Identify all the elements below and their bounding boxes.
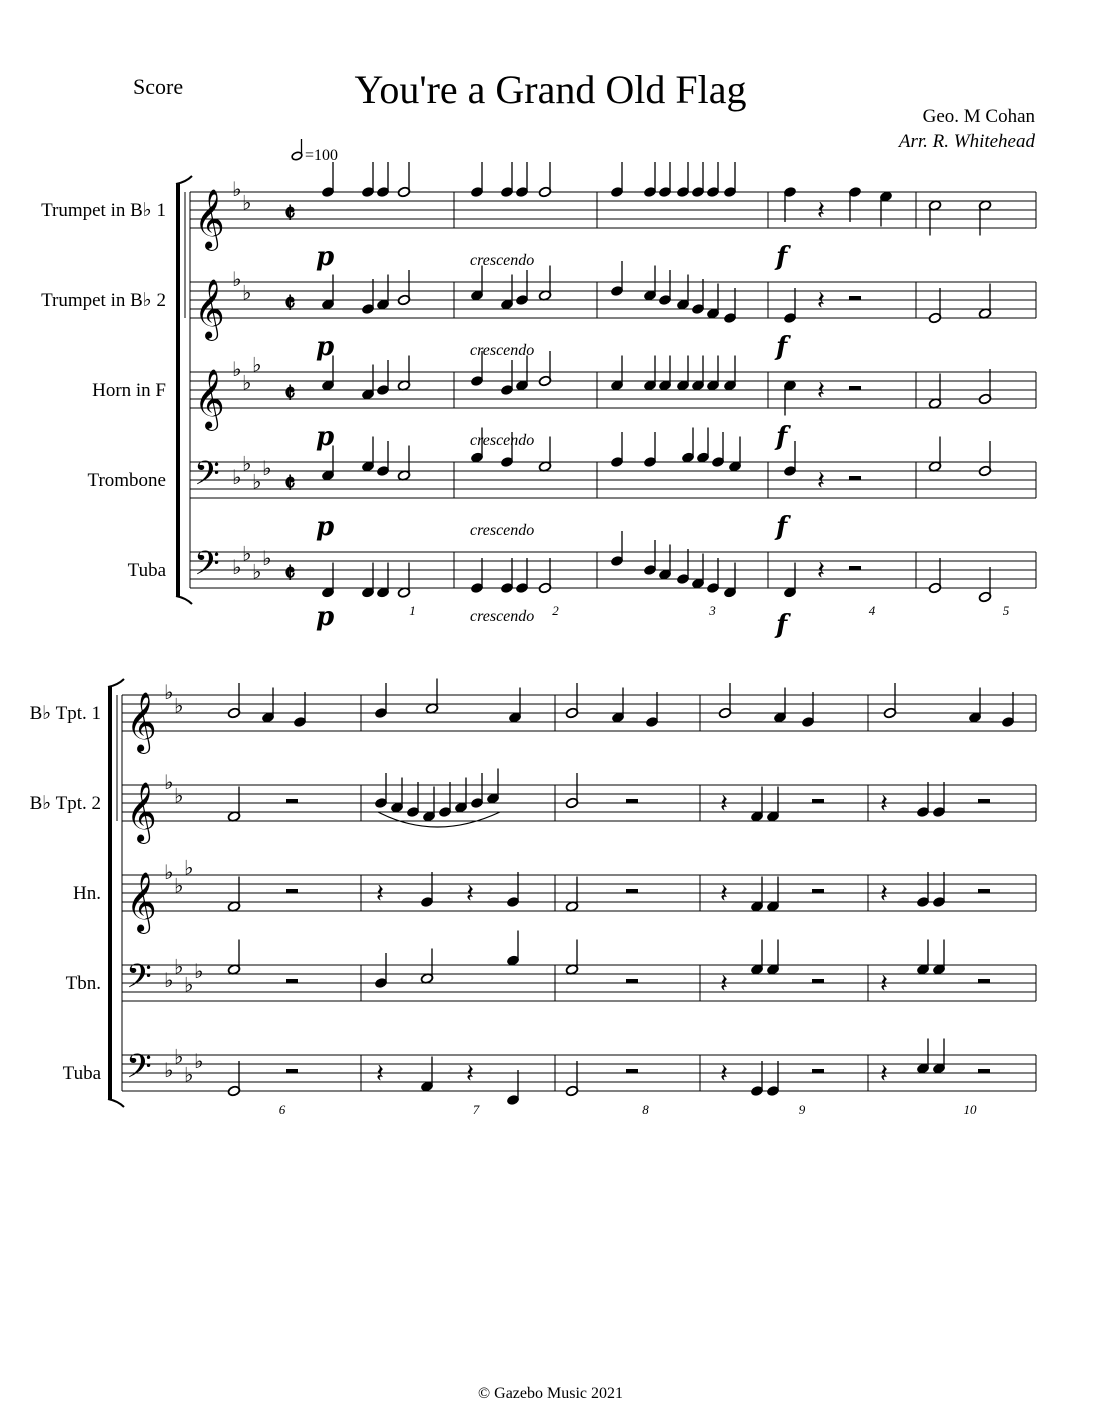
flat-icon: ♭ <box>232 267 242 291</box>
dynamic-piano: p <box>316 512 335 542</box>
half-rest-icon <box>286 799 298 803</box>
measure-number: 2 <box>552 603 559 618</box>
note <box>397 162 410 198</box>
dynamic-piano: p <box>316 332 335 362</box>
treble-clef-icon: 𝄞 <box>194 279 225 339</box>
quarter-rest-icon: 𝄽 <box>817 556 825 586</box>
note <box>361 365 374 401</box>
dynamic-piano: p <box>316 242 335 272</box>
half-rest-icon <box>812 889 824 893</box>
staff-2 <box>122 785 1036 821</box>
note <box>718 683 731 719</box>
quarter-rest-icon: 𝄽 <box>880 789 888 819</box>
note <box>361 437 374 473</box>
flat-icon: ♭ <box>242 370 252 395</box>
note <box>643 432 656 468</box>
note <box>711 432 724 468</box>
flat-icon: ♭ <box>164 860 174 884</box>
half-rest-icon <box>849 296 861 300</box>
note <box>681 428 694 464</box>
bass-clef-icon: 𝄢 <box>194 545 220 591</box>
flat-icon: ♭ <box>242 541 252 566</box>
cut-time-icon: 𝄵 <box>284 469 296 499</box>
note <box>928 437 941 473</box>
note <box>750 877 763 913</box>
quarter-rest-icon: 𝄽 <box>720 969 728 999</box>
note <box>978 284 991 320</box>
treble-clef-icon: 𝄞 <box>126 782 157 842</box>
note <box>500 275 513 311</box>
quarter-rest-icon: 𝄽 <box>466 879 474 909</box>
flat-icon: ♭ <box>184 972 194 997</box>
note <box>773 688 786 724</box>
note <box>848 186 861 222</box>
half-rest-icon <box>978 799 990 803</box>
note <box>879 191 892 227</box>
staff-3 <box>190 372 1036 408</box>
note <box>500 558 513 594</box>
note <box>691 356 704 392</box>
note <box>261 688 274 724</box>
note <box>1001 692 1014 728</box>
instrument-label: B♭ Tpt. 1 <box>29 703 101 724</box>
note <box>565 773 578 809</box>
note <box>723 162 736 198</box>
note <box>420 949 433 985</box>
measure-number: 9 <box>798 1102 806 1117</box>
note <box>783 380 796 416</box>
note <box>515 558 528 594</box>
note <box>293 692 306 728</box>
note <box>968 688 981 724</box>
note <box>643 162 656 198</box>
half-rest-icon <box>286 979 298 983</box>
note <box>376 162 389 198</box>
staff-5 <box>190 552 1036 588</box>
quarter-rest-icon: 𝄽 <box>817 376 825 406</box>
note <box>723 563 736 599</box>
crescendo-marking: crescendo <box>470 252 535 269</box>
half-rest-icon <box>286 889 298 893</box>
note <box>361 162 374 198</box>
instrument-label: Horn in F <box>92 380 166 401</box>
note <box>470 162 483 198</box>
note <box>321 162 334 198</box>
note <box>723 356 736 392</box>
quarter-rest-icon: 𝄽 <box>466 1059 474 1089</box>
note <box>676 275 689 311</box>
dynamic-forte: f <box>776 332 788 362</box>
note <box>420 1057 433 1093</box>
copyright-notice: © Gazebo Music 2021 <box>477 1385 623 1402</box>
staff-4 <box>122 965 1036 1001</box>
bracket-hook <box>176 596 192 604</box>
note <box>565 877 578 913</box>
instrument-label: Tuba <box>127 560 166 581</box>
bracket-hook <box>176 176 192 184</box>
instrument-label: Trombone <box>87 470 166 491</box>
flat-icon: ♭ <box>232 465 242 489</box>
note <box>916 872 929 908</box>
half-rest-icon <box>626 1069 638 1073</box>
flat-icon: ♭ <box>164 680 174 704</box>
score-label: Score <box>133 74 184 99</box>
note <box>706 162 719 198</box>
cut-time-icon: 𝄵 <box>284 559 296 589</box>
note <box>610 261 623 297</box>
quarter-rest-icon: 𝄽 <box>376 1059 384 1089</box>
note <box>376 441 389 477</box>
flat-icon: ♭ <box>184 855 194 880</box>
note <box>750 940 763 976</box>
staff-1 <box>122 695 1036 731</box>
note <box>397 356 410 392</box>
note <box>750 787 763 823</box>
dynamic-forte: f <box>776 242 788 272</box>
note <box>643 356 656 392</box>
instrument-label: Trumpet in B♭ 1 <box>41 200 166 221</box>
note <box>515 270 528 306</box>
note <box>565 683 578 719</box>
flat-icon: ♭ <box>174 783 184 808</box>
treble-clef-icon: 𝄞 <box>126 872 157 932</box>
note <box>376 275 389 311</box>
note <box>610 162 623 198</box>
note <box>611 688 624 724</box>
note <box>506 931 519 967</box>
note <box>406 782 419 818</box>
half-rest-icon <box>286 1069 298 1073</box>
staff-1 <box>190 192 1036 228</box>
flat-icon: ♭ <box>174 693 184 718</box>
note <box>978 441 991 477</box>
note <box>883 683 896 719</box>
note <box>766 877 779 913</box>
quarter-rest-icon: 𝄽 <box>880 879 888 909</box>
note <box>658 356 671 392</box>
flat-icon: ♭ <box>164 968 174 992</box>
note <box>978 567 991 603</box>
note <box>676 356 689 392</box>
note <box>454 778 467 814</box>
note <box>783 288 796 324</box>
measure-number: 7 <box>472 1102 480 1117</box>
note <box>470 773 483 809</box>
note <box>932 1039 945 1075</box>
note <box>506 1070 519 1106</box>
quarter-rest-icon: 𝄽 <box>376 879 384 909</box>
dynamic-forte: f <box>776 610 788 640</box>
note <box>227 1061 240 1097</box>
quarter-rest-icon: 𝄽 <box>880 969 888 999</box>
bass-clef-icon: 𝄢 <box>126 958 152 1004</box>
note <box>928 558 941 594</box>
note <box>376 563 389 599</box>
quarter-rest-icon: 𝄽 <box>720 879 728 909</box>
note <box>706 284 719 320</box>
measure-number: 10 <box>963 1102 977 1117</box>
note <box>783 186 796 222</box>
note <box>706 356 719 392</box>
flat-icon: ♭ <box>252 469 262 494</box>
system-bracket <box>108 687 112 1099</box>
note <box>470 266 483 302</box>
flat-icon: ♭ <box>164 770 174 794</box>
system-1 <box>41 162 1036 640</box>
dynamic-forte: f <box>776 512 788 542</box>
half-rest-icon <box>626 799 638 803</box>
arranger-credit: Arr. R. Whitehead <box>898 131 1035 152</box>
note <box>932 872 945 908</box>
note <box>438 782 451 818</box>
half-rest-icon <box>978 979 990 983</box>
note <box>538 266 551 302</box>
flat-icon: ♭ <box>174 873 184 898</box>
note <box>928 200 941 236</box>
note <box>610 531 623 567</box>
quarter-rest-icon: 𝄽 <box>880 1059 888 1089</box>
note <box>321 563 334 599</box>
measure-number: 5 <box>1002 603 1010 618</box>
note <box>538 558 551 594</box>
staff-4 <box>190 462 1036 498</box>
quarter-rest-icon: 𝄽 <box>817 196 825 226</box>
measure-number: 4 <box>868 603 876 618</box>
note <box>658 545 671 581</box>
note <box>227 787 240 823</box>
note <box>766 940 779 976</box>
quarter-rest-icon: 𝄽 <box>720 1059 728 1089</box>
note <box>227 940 240 976</box>
instrument-label: B♭ Tpt. 2 <box>29 793 101 814</box>
note <box>766 787 779 823</box>
dynamic-piano: p <box>316 422 335 452</box>
note <box>470 558 483 594</box>
instrument-label: Tbn. <box>65 973 101 994</box>
note <box>676 549 689 585</box>
staff-5 <box>122 1055 1036 1091</box>
note <box>361 279 374 315</box>
half-note-icon <box>291 139 303 161</box>
measure-number: 3 <box>709 603 716 618</box>
staff-2 <box>190 282 1036 318</box>
flat-icon: ♭ <box>232 555 242 579</box>
note <box>376 360 389 396</box>
half-rest-icon <box>812 979 824 983</box>
note <box>928 288 941 324</box>
flat-icon: ♭ <box>194 1049 204 1073</box>
crescendo-marking: crescendo <box>470 522 535 539</box>
tempo-value: =100 <box>305 147 339 164</box>
crescendo-marking: crescendo <box>470 608 535 625</box>
note <box>321 275 334 311</box>
bracket-hook <box>108 1099 124 1107</box>
note <box>658 270 671 306</box>
note <box>227 877 240 913</box>
page-title: You're a Grand Old Flag <box>354 67 747 112</box>
note <box>422 787 435 823</box>
note <box>643 540 656 576</box>
half-rest-icon <box>849 566 861 570</box>
note <box>361 563 374 599</box>
bass-clef-icon: 𝄢 <box>126 1048 152 1094</box>
crescendo-marking: crescendo <box>470 432 535 449</box>
note <box>500 162 513 198</box>
half-rest-icon <box>849 476 861 480</box>
flat-icon: ♭ <box>194 959 204 983</box>
note <box>374 773 387 809</box>
note <box>783 563 796 599</box>
flat-icon: ♭ <box>252 559 262 584</box>
dynamic-piano: p <box>316 602 335 632</box>
note <box>723 288 736 324</box>
note <box>978 200 991 236</box>
bracket-hook <box>108 679 124 687</box>
flat-icon: ♭ <box>232 357 242 381</box>
quarter-rest-icon: 𝄽 <box>817 466 825 496</box>
flat-icon: ♭ <box>252 352 262 377</box>
note <box>978 369 991 405</box>
note <box>932 782 945 818</box>
dynamic-forte: f <box>776 422 788 452</box>
system-bracket <box>176 184 180 596</box>
tempo-marking <box>291 139 338 164</box>
note <box>691 162 704 198</box>
note <box>691 279 704 315</box>
treble-clef-icon: 𝄞 <box>126 692 157 752</box>
note <box>538 437 551 473</box>
measure-number: 8 <box>642 1102 649 1117</box>
note <box>643 266 656 302</box>
note <box>515 356 528 392</box>
note <box>928 374 941 410</box>
flat-icon: ♭ <box>242 280 252 305</box>
treble-clef-icon: 𝄞 <box>194 189 225 249</box>
flat-icon: ♭ <box>262 546 272 570</box>
note <box>397 563 410 599</box>
note <box>801 692 814 728</box>
flat-icon: ♭ <box>174 1044 184 1069</box>
note <box>538 351 551 387</box>
note <box>750 1061 763 1097</box>
half-rest-icon <box>812 1069 824 1073</box>
measure-number: 6 <box>278 1102 286 1117</box>
note <box>916 1039 929 1075</box>
half-rest-icon <box>626 889 638 893</box>
cut-time-icon: 𝄵 <box>284 289 296 319</box>
note <box>374 953 387 989</box>
note <box>766 1061 779 1097</box>
instrument-label: Tuba <box>62 1063 101 1084</box>
flat-icon: ♭ <box>232 177 242 201</box>
flat-icon: ♭ <box>242 190 252 215</box>
note <box>565 1061 578 1097</box>
note <box>420 872 433 908</box>
note <box>390 778 403 814</box>
note <box>227 683 240 719</box>
note <box>515 162 528 198</box>
cut-time-icon: 𝄵 <box>284 199 296 229</box>
system-2 <box>30 679 1036 1118</box>
half-rest-icon <box>626 979 638 983</box>
cut-time-icon: 𝄵 <box>284 379 296 409</box>
note <box>676 162 689 198</box>
note <box>425 679 438 715</box>
flat-icon: ♭ <box>174 954 184 979</box>
staff-3 <box>122 875 1036 911</box>
half-rest-icon <box>978 1069 990 1073</box>
note <box>916 782 929 818</box>
measure-number: 1 <box>409 603 416 618</box>
bass-clef-icon: 𝄢 <box>194 455 220 501</box>
note <box>397 446 410 482</box>
note <box>691 554 704 590</box>
quarter-rest-icon: 𝄽 <box>817 286 825 316</box>
note <box>706 558 719 594</box>
note <box>506 872 519 908</box>
flat-icon: ♭ <box>262 456 272 480</box>
note <box>565 940 578 976</box>
half-rest-icon <box>849 386 861 390</box>
quarter-rest-icon: 𝄽 <box>720 789 728 819</box>
note <box>645 692 658 728</box>
flat-icon: ♭ <box>184 1062 194 1087</box>
note <box>916 940 929 976</box>
note <box>728 437 741 473</box>
crescendo-marking: crescendo <box>470 342 535 359</box>
note <box>486 769 499 805</box>
half-rest-icon <box>978 889 990 893</box>
note <box>932 940 945 976</box>
slur <box>378 812 500 827</box>
half-rest-icon <box>812 799 824 803</box>
note <box>500 360 513 396</box>
note <box>658 162 671 198</box>
note <box>538 162 551 198</box>
composer-credit: Geo. M Cohan <box>922 106 1035 127</box>
treble-clef-icon: 𝄞 <box>194 369 225 429</box>
note <box>374 683 387 719</box>
note <box>397 270 410 306</box>
note <box>610 432 623 468</box>
note <box>610 356 623 392</box>
flat-icon: ♭ <box>242 451 252 476</box>
flat-icon: ♭ <box>164 1058 174 1082</box>
instrument-label: Hn. <box>73 883 101 904</box>
note <box>508 688 521 724</box>
instrument-label: Trumpet in B♭ 2 <box>41 290 166 311</box>
note <box>696 428 709 464</box>
